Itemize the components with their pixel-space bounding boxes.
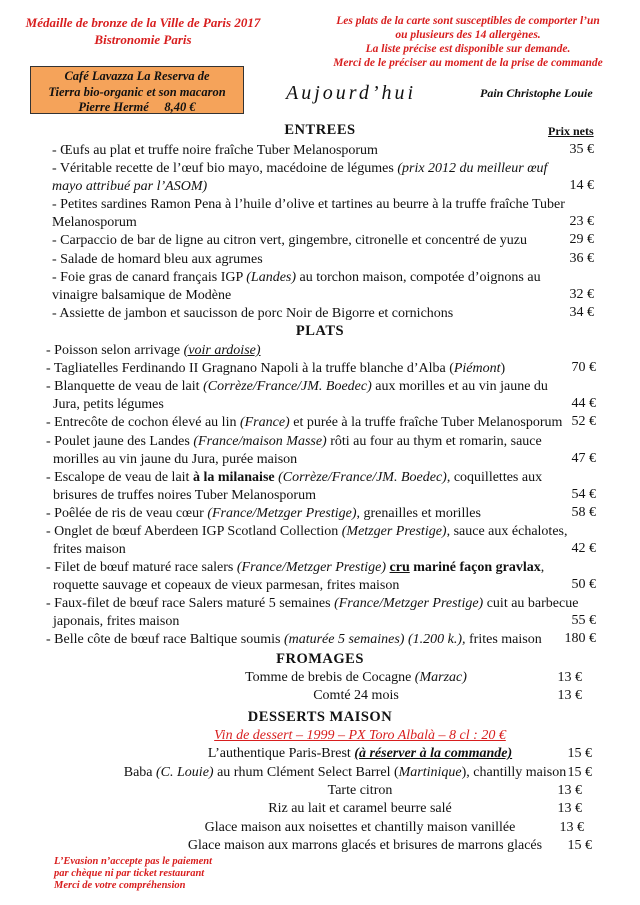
item-price: 42 € bbox=[571, 541, 596, 556]
payment-line: par chèque ni par ticket restaurant bbox=[54, 868, 205, 879]
menu-item bbox=[46, 559, 544, 595]
menu-item bbox=[52, 160, 547, 196]
item-note: (prix 2012 du meilleur œuf bbox=[397, 161, 548, 176]
allergen-notice bbox=[318, 14, 618, 70]
item-note: (Corrèze/France/JM. Boedec) bbox=[203, 379, 372, 394]
item-price: 29 € bbox=[569, 232, 594, 247]
item-text: , bbox=[540, 560, 545, 575]
item-price: 13 € bbox=[557, 670, 582, 685]
cafe-line: Café Lavazza La Reserva de bbox=[64, 69, 210, 83]
item-price: 15 € bbox=[567, 765, 592, 780]
item-note: (Marzac) bbox=[414, 670, 467, 685]
menu-item bbox=[46, 523, 567, 559]
item-text: cuit au barbecue bbox=[483, 596, 579, 611]
menu-item: - Assiette de jambon et saucisson de porc Noir de Bigorre et cornichons bbox=[52, 306, 454, 321]
item-price: 44 € bbox=[571, 396, 596, 411]
cafe-line: Tierra bio-organic et son macaron bbox=[48, 84, 226, 99]
item-note: (maturée 5 semaines) (1.200 k.), bbox=[283, 632, 466, 647]
item-price: 13 € bbox=[557, 688, 582, 703]
menu-item: Glace maison aux marrons glacés et brisures de marrons glacés bbox=[187, 838, 543, 853]
menu-item: - Salade de homard bleu aux agrumes bbox=[52, 252, 263, 267]
cafe-pastry: Pierre Hermé bbox=[78, 100, 149, 114]
payment-line: L’Evasion n’accepte pas le paiement bbox=[54, 856, 213, 867]
item-text: ), chantilly maison bbox=[461, 765, 567, 780]
cafe-box bbox=[30, 66, 244, 114]
item-note: (à réserver à la commande) bbox=[354, 746, 513, 761]
item-note: (France) bbox=[239, 415, 290, 430]
menu-item: - Œufs au plat et truffe noire fraîche Tuber Melanosporum bbox=[52, 143, 378, 158]
menu-item bbox=[46, 414, 562, 432]
price-header: Prix nets bbox=[548, 124, 594, 138]
item-price: 13 € bbox=[557, 801, 582, 816]
item-note: (France/Metzger Prestige) bbox=[334, 596, 484, 611]
menu-item bbox=[46, 433, 542, 469]
item-text: aux morilles et au vin jaune du bbox=[371, 379, 548, 394]
cafe-price: 8,40 € bbox=[164, 100, 196, 114]
item-price: 35 € bbox=[569, 142, 594, 157]
menu-item bbox=[146, 670, 566, 686]
section-title-entrees: ENTREES bbox=[284, 122, 356, 138]
item-text: au rhum Clément Select Barrel ( bbox=[213, 765, 399, 780]
item-price: 180 € bbox=[564, 631, 596, 646]
allergen-line: ou plusieurs des 14 allergènes. bbox=[395, 29, 541, 41]
award-line: Médaille de bronze de la Ville de Paris 2017 bbox=[25, 15, 261, 30]
item-highlight: cru bbox=[389, 560, 410, 575]
item-text: - Faux-filet de bœuf race Salers maturé 5 semaines bbox=[46, 596, 335, 611]
item-text: - Blanquette de veau de lait bbox=[46, 379, 204, 394]
item-price: 34 € bbox=[569, 305, 594, 320]
menu-item bbox=[46, 505, 481, 523]
menu-item bbox=[52, 269, 541, 305]
item-text: Baba bbox=[123, 765, 157, 780]
item-text: - Poêlée de ris de veau cœur bbox=[46, 506, 208, 521]
item-text: frites maison bbox=[53, 542, 126, 557]
item-text: - Poisson selon arrivage bbox=[46, 343, 184, 358]
item-text: rôti au four au thym et romarin, sauce bbox=[326, 434, 542, 449]
item-text: - Poulet jaune des Landes bbox=[46, 434, 194, 449]
allergen-line: Merci de le préciser au moment de la prise de commande bbox=[333, 57, 603, 69]
item-text: au torchon maison, compotée d’oignons au bbox=[296, 270, 541, 285]
allergen-line: Les plats de la carte sont susceptibles de comporter l’un bbox=[336, 15, 600, 27]
item-text: vinaigre balsamique de Modène bbox=[52, 288, 232, 303]
item-text: Tomme de brebis de Cocagne bbox=[245, 670, 415, 685]
menu-item: Riz au lait et caramel beurre salé bbox=[268, 801, 452, 816]
item-text: japonais, frites maison bbox=[53, 614, 180, 629]
item-text: - Tagliatelles Ferdinando II Gragnano Napoli à la truffe blanche d’Alba ( bbox=[46, 361, 454, 376]
item-text: morilles au vin jaune du Jura, purée maison bbox=[53, 452, 298, 467]
item-text: , grenailles et morilles bbox=[356, 506, 481, 521]
section-title-fromages: FROMAGES bbox=[276, 651, 364, 667]
item-price: 36 € bbox=[569, 251, 594, 266]
item-text: - Entrecôte de cochon élevé au lin bbox=[46, 415, 240, 430]
item-highlight: mariné façon gravlax bbox=[409, 560, 541, 575]
item-price: 13 € bbox=[559, 820, 584, 835]
item-note: (Landes) bbox=[246, 270, 297, 285]
menu-item: Glace maison aux noisettes et chantilly maison vanillée bbox=[204, 820, 516, 835]
menu-item: Tarte citron bbox=[327, 783, 393, 798]
cafe-line bbox=[31, 100, 243, 116]
payment-line: Merci de votre compréhension bbox=[54, 880, 186, 891]
item-note: mayo attribué par l’ASOM) bbox=[52, 179, 208, 194]
payment-notice bbox=[54, 856, 212, 892]
item-text: L’authentique Paris-Brest bbox=[207, 746, 355, 761]
menu-item bbox=[46, 469, 542, 505]
menu-item: - Carpaccio de bar de ligne au citron vert, gingembre, citronelle et concentré de yuzu bbox=[52, 233, 528, 248]
item-text: - Véritable recette de l’œuf bio mayo, macédoine de légumes bbox=[52, 161, 398, 176]
item-text: Jura, petits légumes bbox=[53, 397, 164, 412]
item-price: 32 € bbox=[569, 287, 594, 302]
dessert-wine: Vin de dessert – 1999 – PX Toro Albalà – 8 cl : 20 € bbox=[214, 728, 506, 743]
item-price: 47 € bbox=[571, 451, 596, 466]
item-price: 15 € bbox=[567, 746, 592, 761]
item-price: 23 € bbox=[569, 214, 594, 229]
award-notice bbox=[18, 14, 268, 48]
item-text: frites maison bbox=[465, 632, 542, 647]
menu-item: Comté 24 mois bbox=[313, 688, 399, 703]
menu-item bbox=[46, 378, 548, 414]
item-note: (voir ardoise) bbox=[183, 343, 261, 358]
item-note: Piémont bbox=[453, 361, 501, 376]
item-price: 52 € bbox=[571, 414, 596, 429]
section-title-plats: PLATS bbox=[295, 323, 345, 339]
item-text: et purée à la truffe fraîche Tuber Melanosporum bbox=[289, 415, 563, 430]
item-price: 14 € bbox=[569, 178, 594, 193]
item-text: Melanosporum bbox=[52, 215, 137, 230]
item-text: ) bbox=[500, 361, 506, 376]
item-price: 13 € bbox=[557, 783, 582, 798]
item-note: (Metzger Prestige) bbox=[341, 524, 447, 539]
item-note: Martinique bbox=[398, 765, 462, 780]
item-text: brisures de truffes noires Tuber Melanosporum bbox=[53, 488, 316, 503]
item-text: , coquillettes aux bbox=[446, 470, 543, 485]
menu-item bbox=[46, 342, 261, 360]
item-price: 58 € bbox=[571, 505, 596, 520]
item-price: 15 € bbox=[567, 838, 592, 853]
menu-item bbox=[46, 631, 542, 649]
section-title-desserts: DESSERTS MAISON bbox=[247, 709, 393, 725]
item-price: 50 € bbox=[571, 577, 596, 592]
menu-item bbox=[120, 765, 570, 781]
item-note: (C. Louie) bbox=[156, 765, 214, 780]
item-text: - Foie gras de canard français IGP bbox=[52, 270, 247, 285]
item-text: - Filet de bœuf maturé race salers bbox=[46, 560, 237, 575]
award-line: Bistronomie Paris bbox=[94, 32, 192, 47]
item-price: 70 € bbox=[571, 360, 596, 375]
item-note: (France/Metzger Prestige) bbox=[207, 506, 357, 521]
item-note: (Corrèze/France/JM. Boedec) bbox=[274, 470, 447, 485]
item-note: (France/maison Masse) bbox=[193, 434, 327, 449]
item-highlight: à la milanaise bbox=[192, 470, 275, 485]
item-text: - Escalope de veau de lait bbox=[46, 470, 193, 485]
item-price: 54 € bbox=[571, 487, 596, 502]
menu-item bbox=[46, 360, 505, 378]
item-text: - Belle côte de bœuf race Baltique soumis bbox=[46, 632, 284, 647]
item-price: 55 € bbox=[571, 613, 596, 628]
allergen-line: La liste précise est disponible sur demande. bbox=[365, 43, 571, 55]
item-text: - Petites sardines Ramon Pena à l’huile d’olive et tartines au beurre à la truffe fraîche Tuber bbox=[52, 197, 565, 212]
item-text: , sauce aux échalotes, bbox=[446, 524, 568, 539]
item-text: - Onglet de bœuf Aberdeen IGP Scotland Collection bbox=[46, 524, 342, 539]
menu-item bbox=[52, 196, 565, 232]
bread-note: Pain Christophe Louie bbox=[480, 86, 593, 100]
item-note: (France/Metzger Prestige) bbox=[236, 560, 387, 575]
menu-item bbox=[150, 746, 570, 762]
menu-item bbox=[46, 595, 578, 631]
page-title: Aujourd’hui bbox=[286, 82, 417, 104]
item-text: roquette sauvage et copeaux de vieux parmesan, frites maison bbox=[53, 578, 400, 593]
